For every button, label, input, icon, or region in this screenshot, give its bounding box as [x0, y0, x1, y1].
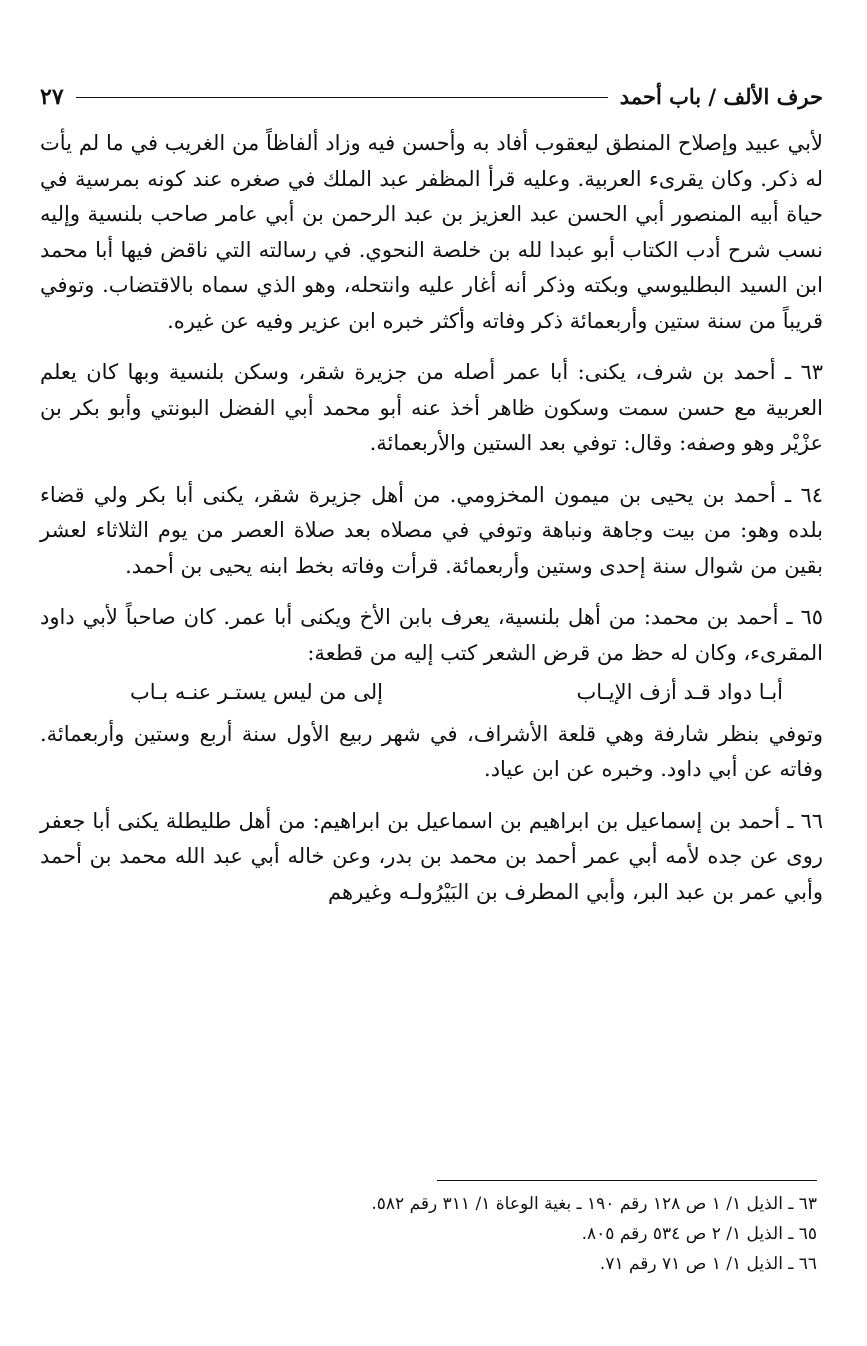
header-rule: [76, 97, 608, 98]
entry-63: ٦٣ ـ أحمد بن شرف، يكنى: أبا عمر أصله من جزيرة شقر، وسكن بلنسية وبها كان يعلم العربية مع حسن سمت وسكون ظاهر أخذ عنه أبو محمد أبي الفضل البونتي وأبو بكر بن عزْيْر وهو وصفه: وقال: توفي بعد الستين والأربعمائة.: [40, 360, 823, 455]
footnote-65: ٦٥ ـ الذيل ١/ ٢ ص ٥٣٤ رقم ٨٠٥.: [581, 1224, 817, 1244]
entry-65-continuation: وتوفي بنظر شارفة وهي قلعة الأشراف، في شهر ربيع الأول سنة أربع وستين وأربعمائة. وفاته عن أبي داود. وخبره عن ابن عياد.: [40, 721, 823, 781]
entry-64: ٦٤ ـ أحمد بن يحيى بن ميمون المخزومي. من أهل جزيرة شقر، يكنى أبا بكر ولي قضاء بلده وهو: من بيت وجاهة ونباهة وتوفي في مصلاه بعد صلاة العصر من يوم الثلاثاء لعشر بقين من شوال سنة إحدى وستين وأربعمائة. قرأت وفاته بخط ابنه يحيى بن أحمد.: [40, 482, 823, 578]
entry-66: ٦٦ ـ أحمد بن إسماعيل بن ابراهيم بن اسماعيل بن ابراهيم: من أهل طليطلة يكنى أبا جعفر روى عن جده لأمه أبي عمر أحمد بن محمد بن بدر، وعن خاله أبي عبد الله محمد بن أحمد وأبي عمر بن عبد البر، وأبي المطرف بن البَيْرُولـه وغيرهم: [40, 808, 823, 904]
footnote-63: ٦٣ ـ الذيل ١/ ١ ص ١٢٨ رقم ١٩٠ ـ بغية الوعاة ١/ ٣١١ رقم ٥٨٢.: [371, 1194, 817, 1214]
footnote-66: ٦٦ ـ الذيل ١/ ١ ص ٧١ رقم ٧١.: [599, 1254, 817, 1274]
paragraph-continuation: لأبي عبيد وإصلاح المنطق ليعقوب أفاد به وأحسن فيه وزاد ألفاظاً من الغريب في ما لم يأت له ذكر. وكان يقرىء العربية. وعليه قرأ المظفر عبد الملك في صغره عند كونه بمرسية في حياة أبيه المنصور أبي الحسن عبد العزيز بن عبد الرحمن بن أبي عامر صاحب بلنسية وإليه نسب شرح أدب الكتاب أبو عبدا لله بن خلصة النحوي. في رسالته التي ناقض فيها أبا محمد ابن السيد البطليوسي وبكته وذكر أنه أغار عليه وانتحله، وهو الذي سماه بالاقتضاب. وتوفي قريباً من سنة ستين وأربعمائة ذكر وفاته وأكثر خبره ابن عزير وفيه عن غيره.: [40, 131, 823, 333]
verse-second-hemistich: إلى من ليس يستـر عنـه بـاب: [130, 680, 383, 704]
running-title: حرف الألف / باب أحمد: [619, 84, 823, 109]
entry-65: ٦٥ ـ أحمد بن محمد: من أهل بلنسية، يعرف بابن الأخ ويكنى أبا عمر. كان صاحباً لأبي داود المقرىء، وكان له حظ من قرض الشعر كتب إليه من قطعة:: [40, 605, 823, 665]
page-header: [40, 84, 823, 124]
page-number: ٢٧: [40, 84, 64, 110]
poem-verse: [40, 671, 823, 715]
footnote-rule: [437, 1180, 817, 1181]
verse-first-hemistich: أبـا دواد قـد أزف الإيـاب: [576, 680, 783, 704]
footnotes: [50, 1180, 817, 1279]
